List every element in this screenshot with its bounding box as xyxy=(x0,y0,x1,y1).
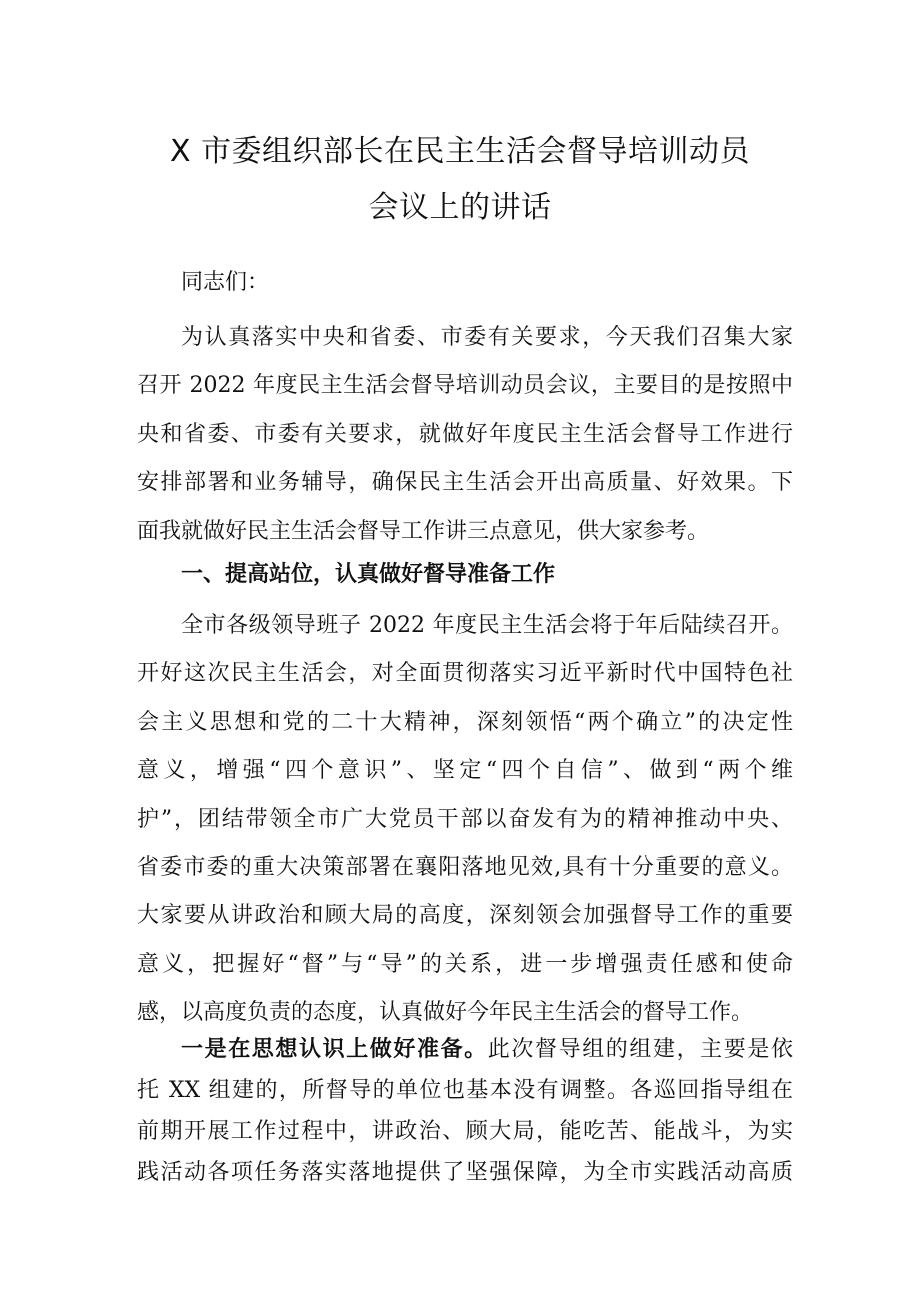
paragraph-line: 央和省委、市委有关要求，就做好年度民主生活会督导工作进行 xyxy=(137,421,793,447)
point-lead: 一是在思想认识上做好准备。 xyxy=(181,1037,488,1062)
paragraph-section-1 xyxy=(137,602,793,1038)
point-line-rest: 此次督导组的组建，主要是依 xyxy=(487,1037,793,1062)
paragraph-line: 践活动各项任务落实落地提供了坚强保障，为全市实践活动高质 xyxy=(137,1160,793,1185)
paragraph-line: 感，以高度负责的态度，认真做好今年民主生活会的督导工作。 xyxy=(137,1000,754,1026)
paragraph-line: 会主义思想和党的二十大精神，深刻领悟“两个确立”的决定性 xyxy=(137,709,793,735)
paragraph-line: 大家要从讲政治和顾大局的高度，深刻领会加强督导工作的重要 xyxy=(137,903,793,929)
paragraph-line: 面我就做好民主生活会督导工作讲三点意见，供大家参考。 xyxy=(137,518,710,544)
paragraph-line: 省委市委的重大决策部署在襄阳落地见效,具有十分重要的意义。 xyxy=(137,855,793,881)
paragraph-line: 意义，增强“四个意识”、坚定“四个自信”、做到“两个维 xyxy=(137,758,793,784)
section-heading-1: 一、提高站位，认真做好督导准备工作 xyxy=(181,562,556,587)
document-title-line-1: X 市委组织部长在民主生活会督导培训动员 xyxy=(169,134,751,169)
greeting: 同志们： xyxy=(181,270,270,295)
document-title-line-2: 会议上的讲话 xyxy=(368,190,552,225)
paragraph-line: 为认真落实中央和省委、市委有关要求，今天我们召集大家 xyxy=(181,325,793,350)
paragraph-line: 全市各级领导班子 2022 年度民主生活会将于年后陆续召开。 xyxy=(181,613,793,638)
paragraph-line: 开好这次民主生活会，对全面贯彻落实习近平新时代中国特色社 xyxy=(137,661,793,687)
paragraph-line: 召开 2022 年度民主生活会督导培训动员会议，主要目的是按照中 xyxy=(137,373,793,399)
paragraph-line: 意义，把握好“督”与“导”的关系，进一步增强责任感和使命 xyxy=(137,951,793,977)
paragraph-line xyxy=(137,1029,793,1070)
paragraph-line: 托 XX 组建的，所督导的单位也基本没有调整。各巡回指导组在 xyxy=(137,1078,793,1103)
paragraph-line: 护”，团结带领全市广大党员干部以奋发有为的精神推动中央、 xyxy=(137,806,793,832)
paragraph-line: 前期开展工作过程中，讲政治、顾大局，能吃苦、能战斗，为实 xyxy=(137,1119,793,1144)
paragraph-point-1 xyxy=(137,1029,793,1193)
paragraph-line: 安排部署和业务辅导，确保民主生活会开出高质量、好效果。下 xyxy=(137,470,793,496)
paragraph-intro xyxy=(137,314,793,556)
